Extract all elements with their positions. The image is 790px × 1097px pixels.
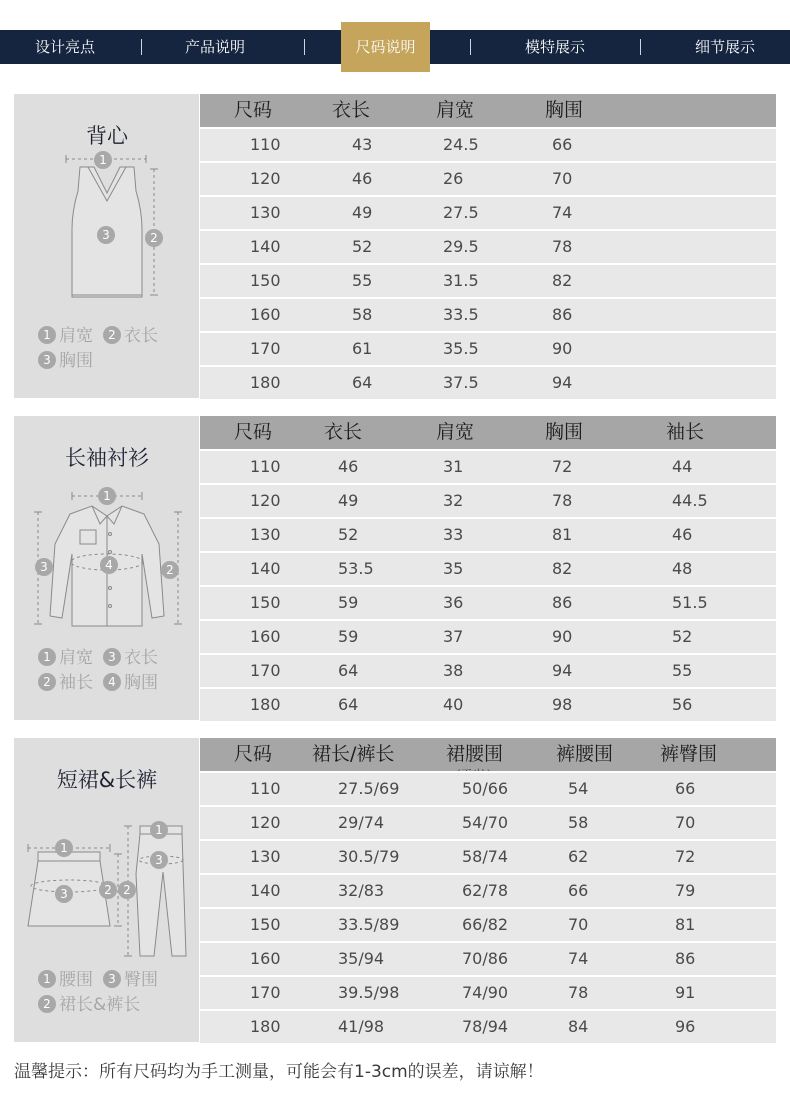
table-cell: 110 bbox=[250, 779, 281, 798]
shirt-icon bbox=[14, 484, 200, 634]
table-cell: 170 bbox=[250, 339, 281, 358]
legend-line bbox=[38, 349, 158, 374]
table-cell: 36 bbox=[443, 593, 464, 612]
table-row bbox=[200, 331, 776, 365]
table-cell: 84 bbox=[568, 1017, 589, 1036]
table-row bbox=[200, 907, 776, 941]
table-cell: 64 bbox=[338, 661, 359, 680]
table-cell: 72 bbox=[552, 457, 573, 476]
column-header: 裙长/裤长 bbox=[312, 743, 395, 765]
legend-number-badge: 1 bbox=[38, 326, 56, 344]
table-row bbox=[200, 229, 776, 263]
table-cell: 49 bbox=[352, 203, 373, 222]
table-cell: 150 bbox=[250, 271, 281, 290]
table-cell: 41/98 bbox=[338, 1017, 385, 1036]
legend-line bbox=[38, 671, 158, 696]
table-cell: 44.5 bbox=[672, 491, 708, 510]
legend-label: 衣长 bbox=[124, 326, 158, 346]
legend-number-badge: 1 bbox=[38, 648, 56, 666]
column-header: 裤腰围 bbox=[556, 743, 614, 765]
column-header: 裙腰围 bbox=[446, 743, 504, 765]
table-cell: 140 bbox=[250, 237, 281, 256]
table-cell: 51.5 bbox=[672, 593, 708, 612]
table-cell: 43 bbox=[352, 135, 373, 154]
table-row bbox=[200, 297, 776, 331]
column-header: 肩宽 bbox=[436, 421, 475, 443]
table-cell: 37.5 bbox=[443, 373, 479, 392]
table-row bbox=[200, 941, 776, 975]
table-cell: 160 bbox=[250, 305, 281, 324]
svg-text:3: 3 bbox=[155, 853, 163, 867]
table-cell: 72 bbox=[675, 847, 696, 866]
svg-text:1: 1 bbox=[103, 489, 111, 503]
vest-icon bbox=[14, 149, 200, 299]
table-cell: 58 bbox=[568, 813, 589, 832]
table-cell: 61 bbox=[352, 339, 373, 358]
svg-text:4: 4 bbox=[105, 558, 113, 572]
table-cell: 59 bbox=[338, 627, 359, 646]
table-cell: 31.5 bbox=[443, 271, 479, 290]
svg-text:3: 3 bbox=[40, 560, 48, 574]
table-cell: 50/66 bbox=[462, 779, 509, 798]
table-row bbox=[200, 839, 776, 873]
table-cell: 70 bbox=[552, 169, 573, 188]
table-cell: 46 bbox=[352, 169, 373, 188]
nav-tab-model[interactable]: 模特展示 bbox=[524, 38, 585, 56]
table-row bbox=[200, 805, 776, 839]
table-cell: 82 bbox=[552, 559, 573, 578]
table-cell: 66 bbox=[568, 881, 589, 900]
table-cell: 40 bbox=[443, 695, 464, 714]
table-cell: 52 bbox=[352, 237, 373, 256]
table-row bbox=[200, 619, 776, 653]
table-cell: 52 bbox=[338, 525, 359, 544]
nav-divider bbox=[640, 39, 641, 55]
table-cell: 56 bbox=[672, 695, 693, 714]
table-cell: 64 bbox=[352, 373, 373, 392]
svg-text:3: 3 bbox=[60, 887, 68, 901]
table-row bbox=[200, 195, 776, 229]
section-skirt-pants bbox=[14, 738, 776, 1042]
table-cell: 37 bbox=[443, 627, 464, 646]
table-cell: 120 bbox=[250, 169, 281, 188]
table-row bbox=[200, 687, 776, 721]
table-cell: 130 bbox=[250, 525, 281, 544]
table-cell: 29.5 bbox=[443, 237, 479, 256]
table-cell: 33 bbox=[443, 525, 464, 544]
legend-label: 腰围 bbox=[59, 970, 93, 990]
table-cell: 26 bbox=[443, 169, 464, 188]
table-cell: 55 bbox=[672, 661, 693, 680]
nav-tab-size-active[interactable]: 尺码说明 bbox=[341, 22, 430, 72]
footer-note: 温馨提示：所有尺码均为手工测量，可能会有1-3cm的误差，请谅解！ bbox=[14, 1062, 544, 1082]
table-cell: 27.5 bbox=[443, 203, 479, 222]
column-header: 胸围 bbox=[545, 421, 584, 443]
table-cell: 170 bbox=[250, 983, 281, 1002]
table-cell: 140 bbox=[250, 559, 281, 578]
table-row bbox=[200, 161, 776, 195]
table-row bbox=[200, 975, 776, 1009]
table-cell: 78 bbox=[552, 237, 573, 256]
table-row bbox=[200, 771, 776, 805]
column-header: 胸围 bbox=[545, 99, 584, 121]
section-shirt bbox=[14, 416, 776, 720]
column-header: 尺码 bbox=[234, 743, 273, 765]
table-cell: 53.5 bbox=[338, 559, 374, 578]
svg-text:1: 1 bbox=[60, 841, 68, 855]
svg-text:1: 1 bbox=[99, 153, 107, 167]
legend-label: 胸围 bbox=[124, 673, 158, 693]
legend-number-badge: 2 bbox=[38, 995, 56, 1013]
legend-number-badge: 3 bbox=[38, 351, 56, 369]
table-cell: 86 bbox=[552, 593, 573, 612]
table-cell: 160 bbox=[250, 949, 281, 968]
table-cell: 62/78 bbox=[462, 881, 509, 900]
table-cell: 48 bbox=[672, 559, 693, 578]
legend-line bbox=[38, 993, 158, 1018]
table-header bbox=[200, 94, 776, 127]
legend-number-badge: 1 bbox=[38, 970, 56, 988]
table-cell: 30.5/79 bbox=[338, 847, 400, 866]
table-body bbox=[200, 771, 776, 1043]
table-cell: 55 bbox=[352, 271, 373, 290]
table-cell: 44 bbox=[672, 457, 693, 476]
size-legend bbox=[38, 646, 158, 696]
legend-label: 裙长&裤长 bbox=[59, 995, 141, 1015]
section-left-panel bbox=[14, 738, 200, 1042]
table-cell: 78 bbox=[568, 983, 589, 1002]
table-cell: 54/70 bbox=[462, 813, 509, 832]
size-table bbox=[200, 94, 776, 399]
nav-divider bbox=[141, 39, 142, 55]
legend-line bbox=[38, 646, 158, 671]
table-cell: 180 bbox=[250, 373, 281, 392]
size-table bbox=[200, 738, 776, 1043]
table-cell: 66/82 bbox=[462, 915, 509, 934]
table-cell: 91 bbox=[675, 983, 696, 1002]
table-cell: 140 bbox=[250, 881, 281, 900]
section-left-panel bbox=[14, 416, 200, 720]
column-header: 尺码 bbox=[234, 99, 273, 121]
table-row bbox=[200, 517, 776, 551]
table-cell: 78 bbox=[552, 491, 573, 510]
table-cell: 46 bbox=[338, 457, 359, 476]
table-cell: 160 bbox=[250, 627, 281, 646]
table-cell: 86 bbox=[675, 949, 696, 968]
table-cell: 54 bbox=[568, 779, 589, 798]
table-cell: 29/74 bbox=[338, 813, 385, 832]
section-vest bbox=[14, 94, 776, 398]
svg-text:2: 2 bbox=[104, 883, 112, 897]
table-cell: 35.5 bbox=[443, 339, 479, 358]
table-cell: 82 bbox=[552, 271, 573, 290]
table-cell: 35 bbox=[443, 559, 464, 578]
legend-line bbox=[38, 324, 158, 349]
svg-text:2: 2 bbox=[150, 231, 158, 245]
table-cell: 70 bbox=[568, 915, 589, 934]
svg-text:3: 3 bbox=[102, 228, 110, 242]
table-header bbox=[200, 738, 776, 771]
table-cell: 32 bbox=[443, 491, 464, 510]
table-header bbox=[200, 416, 776, 449]
table-cell: 150 bbox=[250, 593, 281, 612]
section-title: 长袖衬衫 bbox=[65, 446, 149, 470]
table-cell: 32/83 bbox=[338, 881, 385, 900]
table-cell: 66 bbox=[552, 135, 573, 154]
table-cell: 110 bbox=[250, 135, 281, 154]
table-row bbox=[200, 551, 776, 585]
table-cell: 70 bbox=[675, 813, 696, 832]
legend-number-badge: 3 bbox=[103, 648, 121, 666]
table-cell: 59 bbox=[338, 593, 359, 612]
nav-divider bbox=[304, 39, 305, 55]
legend-label: 肩宽 bbox=[59, 648, 93, 668]
table-cell: 52 bbox=[672, 627, 693, 646]
table-cell: 120 bbox=[250, 813, 281, 832]
table-cell: 94 bbox=[552, 373, 573, 392]
column-header: 衣长 bbox=[324, 421, 363, 443]
table-cell: 120 bbox=[250, 491, 281, 510]
nav-tab-detail[interactable]: 细节展示 bbox=[694, 38, 755, 56]
table-body bbox=[200, 449, 776, 721]
section-title: 背心 bbox=[86, 124, 128, 148]
legend-number-badge: 3 bbox=[103, 970, 121, 988]
table-cell: 35/94 bbox=[338, 949, 385, 968]
table-cell: 64 bbox=[338, 695, 359, 714]
nav-divider bbox=[470, 39, 471, 55]
table-cell: 31 bbox=[443, 457, 464, 476]
column-header: 裤臀围 bbox=[660, 743, 718, 765]
legend-number-badge: 2 bbox=[103, 326, 121, 344]
table-cell: 49 bbox=[338, 491, 359, 510]
legend-number-badge: 2 bbox=[38, 673, 56, 691]
table-cell: 170 bbox=[250, 661, 281, 680]
table-cell: 27.5/69 bbox=[338, 779, 400, 798]
svg-text:1: 1 bbox=[155, 823, 163, 837]
table-cell: 180 bbox=[250, 695, 281, 714]
table-cell: 74 bbox=[552, 203, 573, 222]
table-row bbox=[200, 1009, 776, 1043]
table-cell: 38 bbox=[443, 661, 464, 680]
svg-text:2: 2 bbox=[123, 883, 131, 897]
table-cell: 130 bbox=[250, 203, 281, 222]
table-cell: 96 bbox=[675, 1017, 696, 1036]
table-cell: 66 bbox=[675, 779, 696, 798]
legend-label: 肩宽 bbox=[59, 326, 93, 346]
table-cell: 81 bbox=[552, 525, 573, 544]
table-cell: 81 bbox=[675, 915, 696, 934]
table-cell: 70/86 bbox=[462, 949, 509, 968]
table-row bbox=[200, 449, 776, 483]
table-cell: 98 bbox=[552, 695, 573, 714]
table-cell: 90 bbox=[552, 627, 573, 646]
table-cell: 130 bbox=[250, 847, 281, 866]
nav-tab-design[interactable]: 设计亮点 bbox=[34, 38, 95, 56]
legend-label: 袖长 bbox=[59, 673, 93, 693]
section-title: 短裙&长裤 bbox=[56, 768, 158, 792]
column-header: 袖长 bbox=[666, 421, 705, 443]
legend-label: 胸围 bbox=[59, 351, 93, 371]
section-left-panel bbox=[14, 94, 200, 398]
legend-label: 衣长 bbox=[124, 648, 158, 668]
table-row bbox=[200, 873, 776, 907]
nav-tab-product[interactable]: 产品说明 bbox=[184, 38, 245, 56]
table-cell: 94 bbox=[552, 661, 573, 680]
table-row bbox=[200, 263, 776, 297]
table-cell: 74/90 bbox=[462, 983, 509, 1002]
table-cell: 33.5/89 bbox=[338, 915, 400, 934]
column-header: 衣长 bbox=[332, 99, 371, 121]
table-cell: 24.5 bbox=[443, 135, 479, 154]
legend-label: 臀围 bbox=[124, 970, 158, 990]
table-cell: 39.5/98 bbox=[338, 983, 400, 1002]
table-body bbox=[200, 127, 776, 399]
table-cell: 78/94 bbox=[462, 1017, 509, 1036]
table-cell: 33.5 bbox=[443, 305, 479, 324]
table-cell: 90 bbox=[552, 339, 573, 358]
size-legend bbox=[38, 968, 158, 1018]
table-cell: 74 bbox=[568, 949, 589, 968]
table-cell: 150 bbox=[250, 915, 281, 934]
table-row bbox=[200, 365, 776, 399]
table-cell: 58/74 bbox=[462, 847, 509, 866]
table-cell: 86 bbox=[552, 305, 573, 324]
table-cell: 79 bbox=[675, 881, 696, 900]
table-cell: 62 bbox=[568, 847, 589, 866]
column-header: 肩宽 bbox=[436, 99, 475, 121]
column-header: 尺码 bbox=[234, 421, 273, 443]
table-row bbox=[200, 127, 776, 161]
table-cell: 46 bbox=[672, 525, 693, 544]
table-row bbox=[200, 653, 776, 687]
table-row bbox=[200, 483, 776, 517]
table-row bbox=[200, 585, 776, 619]
legend-number-badge: 4 bbox=[103, 673, 121, 691]
size-legend bbox=[38, 324, 158, 374]
svg-text:2: 2 bbox=[166, 563, 174, 577]
legend-line bbox=[38, 968, 158, 993]
skirt-pants-icon bbox=[14, 814, 200, 964]
table-cell: 180 bbox=[250, 1017, 281, 1036]
size-table bbox=[200, 416, 776, 721]
table-cell: 58 bbox=[352, 305, 373, 324]
table-cell: 110 bbox=[250, 457, 281, 476]
